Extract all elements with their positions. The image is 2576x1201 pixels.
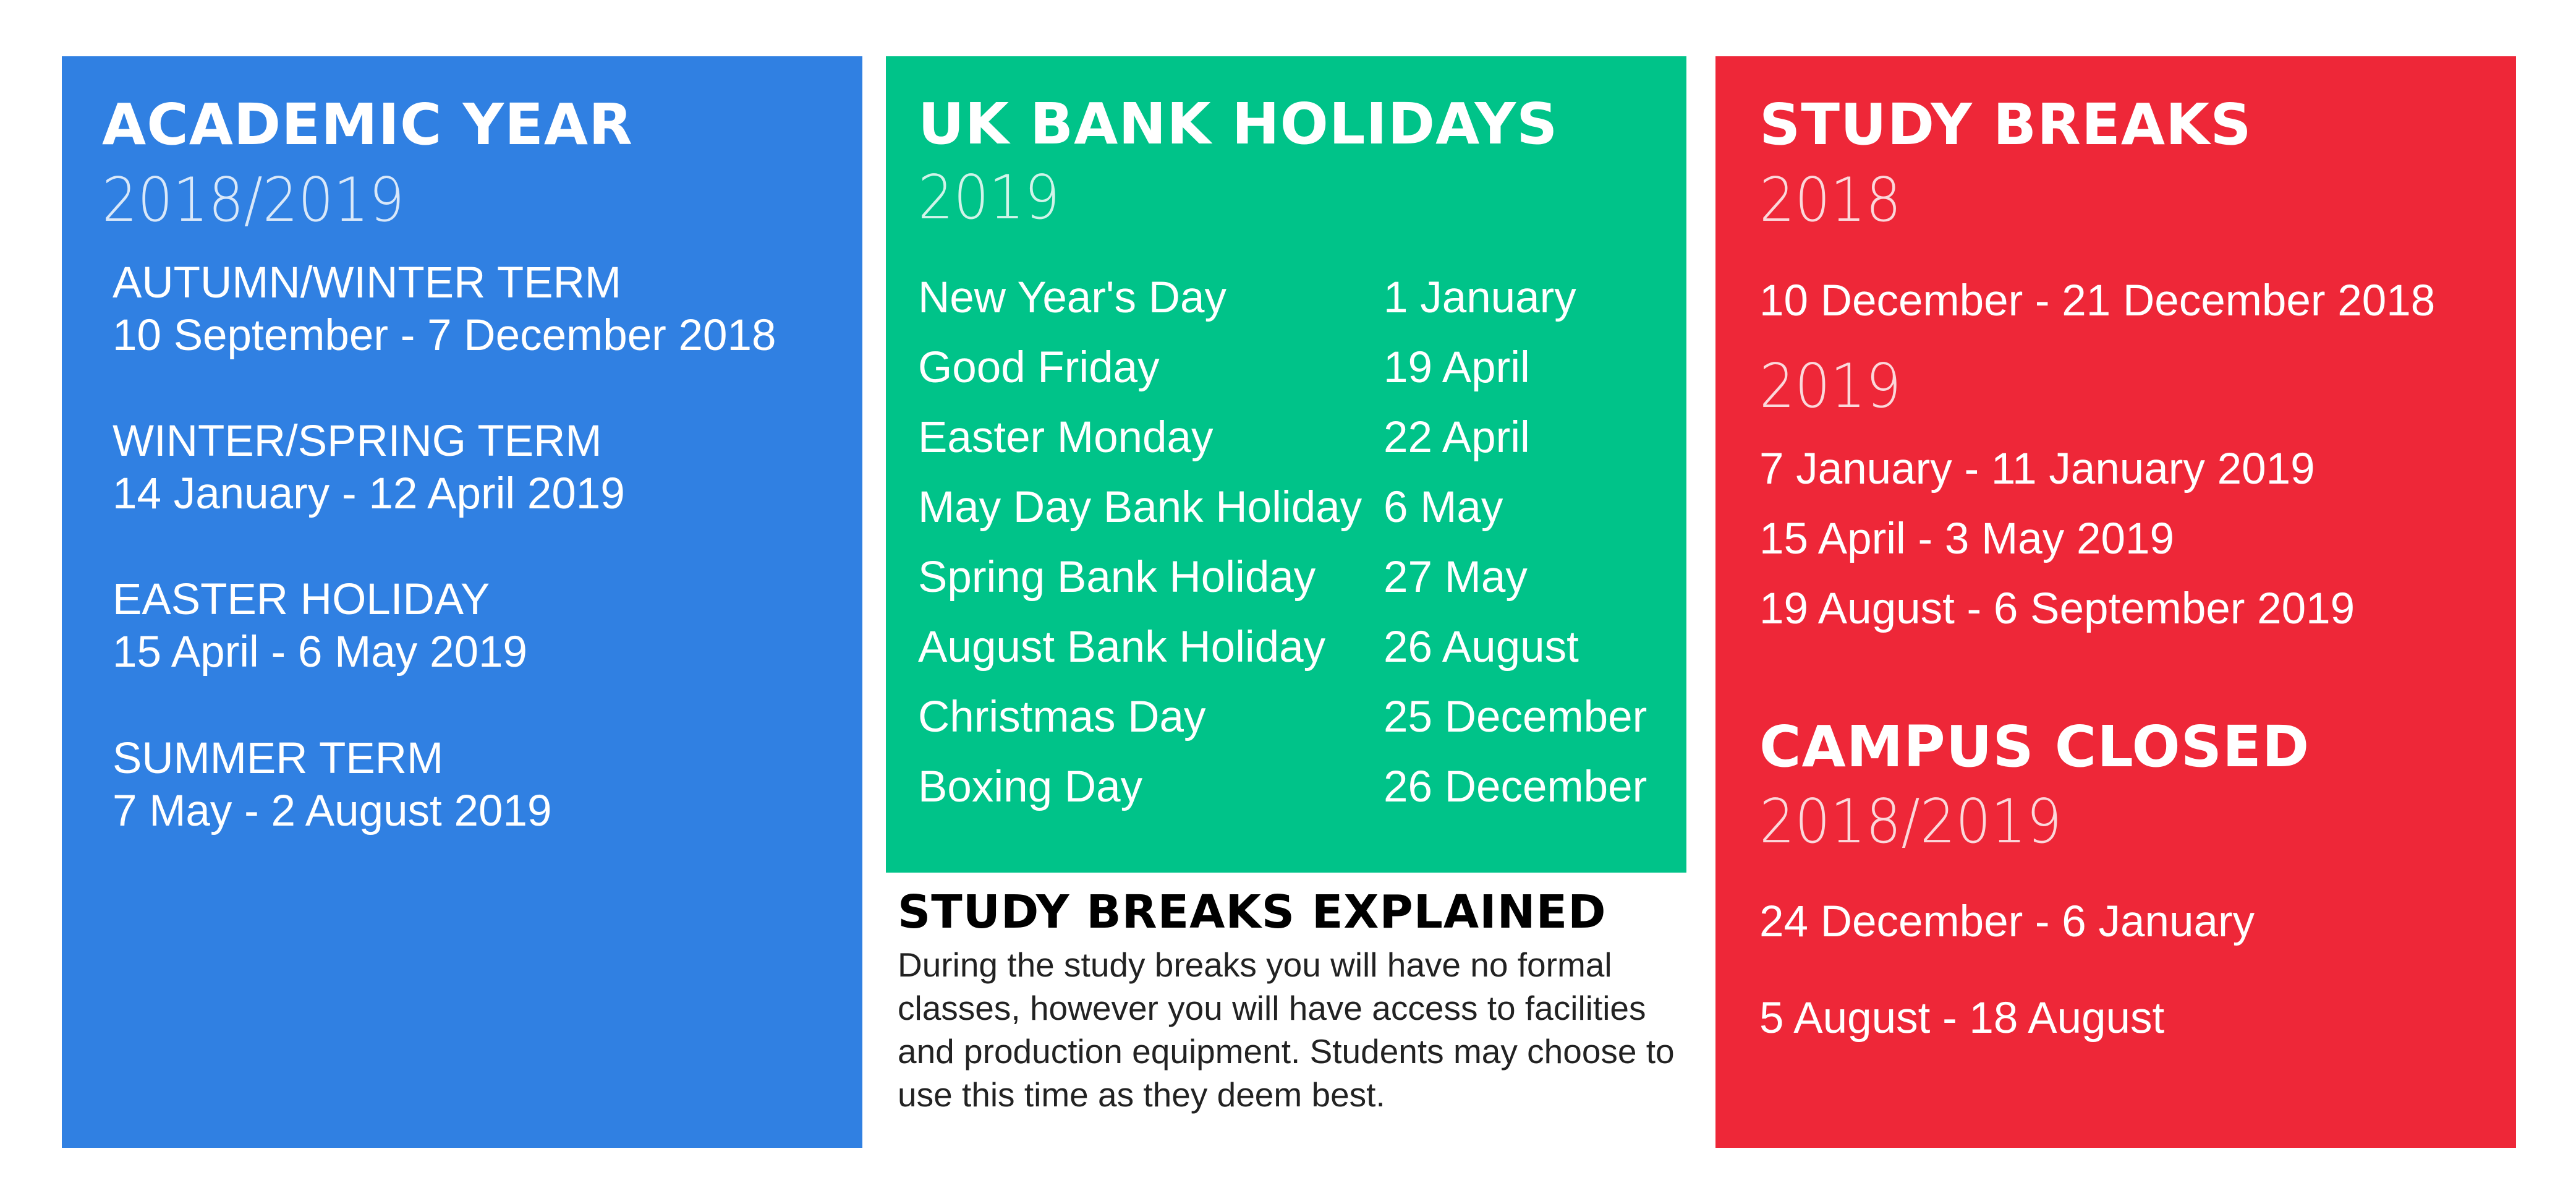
holiday-date: 19 April [1384,343,1530,392]
bank-holidays-year: 2019 [918,163,1060,233]
bank-holidays-panel [886,56,1686,873]
study-breaks-heading: STUDY BREAKS [1759,92,2252,158]
holiday-name: Boxing Day [918,763,1143,811]
study-breaks-year: 2018 [1759,165,1902,236]
holiday-name: Spring Bank Holiday [918,553,1316,602]
term-name: WINTER/SPRING TERM [113,417,602,466]
study-break-range: 10 December - 21 December 2018 [1759,276,2436,325]
holiday-name: Good Friday [918,343,1160,392]
holiday-date: 1 January [1384,273,1576,322]
campus-closed-heading: CAMPUS CLOSED [1759,714,2310,780]
academic-year-heading: ACADEMIC YEAR [102,92,633,158]
campus-closed-year: 2018/2019 [1759,787,2062,857]
term-dates: 7 May - 2 August 2019 [113,787,552,836]
term-dates: 14 January - 12 April 2019 [113,469,625,518]
holiday-date: 26 August [1384,623,1579,672]
academic-year-panel [62,56,862,1148]
study-breaks-explained-title: STUDY BREAKS EXPLAINED [898,886,1607,939]
study-break-range: 19 August - 6 September 2019 [1759,584,2355,633]
campus-closed-range: 24 December - 6 January [1759,897,2255,946]
holiday-name: Christmas Day [918,693,1206,742]
holiday-name: August Bank Holiday [918,623,1326,672]
study-breaks-panel [1715,56,2516,1148]
holiday-date: 22 April [1384,413,1530,462]
study-breaks-explained-body: During the study breaks you will have no formal classes, however you will have access to facilities and production equipment. Students may choose to use this time as they deem best. [898,946,1675,1114]
holiday-date: 25 December [1384,693,1647,742]
term-dates: 10 September - 7 December 2018 [113,311,776,360]
holiday-date: 26 December [1384,763,1647,811]
bank-holidays-heading: UK BANK HOLIDAYS [918,91,1558,157]
holiday-name: Easter Monday [918,413,1214,462]
academic-year-range: 2018/2019 [102,165,405,236]
study-breaks-year: 2019 [1759,351,1902,422]
holiday-date: 6 May [1384,483,1503,532]
holiday-name: May Day Bank Holiday [918,483,1362,532]
term-name: EASTER HOLIDAY [113,575,490,624]
term-name: SUMMER TERM [113,734,444,783]
study-break-range: 7 January - 11 January 2019 [1759,445,2315,494]
study-break-range: 15 April - 3 May 2019 [1759,515,2174,563]
holiday-name: New Year's Day [918,273,1226,322]
term-name: AUTUMN/WINTER TERM [113,259,622,307]
term-dates: 15 April - 6 May 2019 [113,628,527,677]
holiday-date: 27 May [1384,553,1528,602]
campus-closed-range: 5 August - 18 August [1759,994,2165,1043]
